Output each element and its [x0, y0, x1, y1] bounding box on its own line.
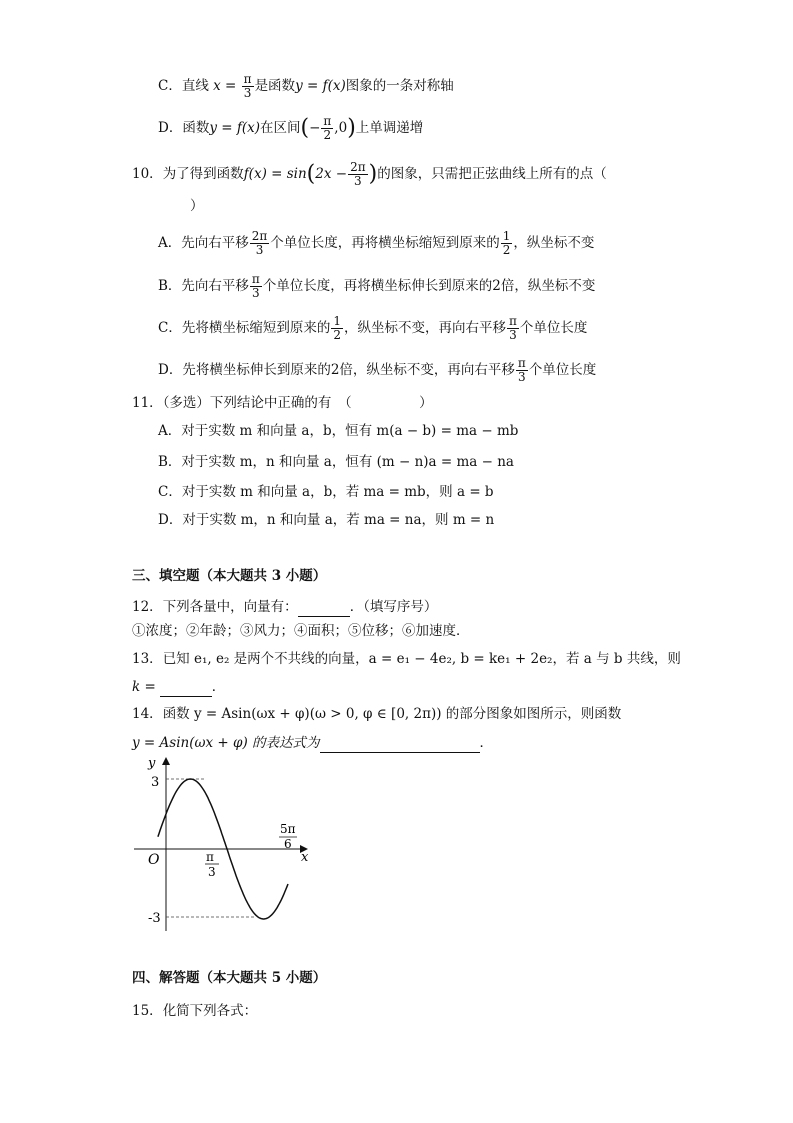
- answer-blank: [298, 602, 350, 617]
- answer-blank: [320, 738, 480, 753]
- section-3-heading: 三、填空题（本大题共 3 小题）: [132, 568, 327, 584]
- q14-answer-line: y = Asin(ωx + φ) 的表达式为 ．: [132, 735, 494, 751]
- sine-graph: [128, 755, 328, 940]
- q13-stem: 13．已知 e₁, e₂ 是两个不共线的向量，a = e₁ − 4e₂, b = ke₁ + 2e₂，若 a 与 b 共线，则: [132, 651, 681, 667]
- q9-option-c: C．直线 x = $\frac{\pi}{3}$ 是函数y = f(x)图象的一条对称轴: [158, 72, 454, 100]
- q12-items: ①浓度；②年龄；③风力；④面积；⑤位移；⑥加速度．: [132, 623, 470, 639]
- q11-option-c: C．对于实数 m 和向量 a，b，若 ma = mb，则 a = b: [158, 484, 494, 500]
- y-axis-label: y: [148, 756, 156, 771]
- answer-blank: [160, 682, 212, 697]
- q15-stem: 15．化简下列各式：: [132, 1003, 258, 1019]
- q11-option-a: A．对于实数 m 和向量 a，b，恒有 m(a − b) = ma − mb: [158, 423, 519, 439]
- q12-stem: 12．下列各量中，向量有： ．（填写序号）: [132, 599, 438, 615]
- q10-option-a: A．先向右平移 $\frac{2\pi}{3}$ 个单位长度，再将横坐标缩短到原来的 $\frac{1}{2}$ ，纵坐标不变: [158, 229, 595, 257]
- y-tick-min: -3: [148, 911, 161, 926]
- q10-option-c: C．先将横坐标缩短到原来的 $\frac{1}{2}$ ，纵坐标不变，再向右平移 $\frac{\pi}{3}$ 个单位长度: [158, 314, 588, 342]
- fraction: $\frac{\pi}{3}$: [243, 72, 252, 100]
- q11-option-d: D．对于实数 m，n 和向量 a，若 ma = na，则 m = n: [158, 512, 495, 528]
- q13-answer-line: k = ．: [132, 679, 226, 695]
- q11-option-b: B．对于实数 m，n 和向量 a，恒有 (m − n)a = ma − na: [158, 454, 514, 470]
- y-tick-max: 3: [151, 775, 160, 790]
- q10-answer-paren: ）: [190, 198, 204, 214]
- fraction: $\frac{\pi}{3}$: [508, 314, 517, 342]
- x-axis-label: x: [301, 850, 309, 865]
- fraction: $\frac{\pi}{3}$: [251, 272, 260, 300]
- origin-label: O: [148, 852, 160, 868]
- q10-option-b: B．先向右平移 $\frac{\pi}{3}$ 个单位长度，再将横坐标伸长到原来的2倍，纵坐标不变: [158, 272, 596, 300]
- q10-stem: 10．为了得到函数f(x) = sin(2x − $\frac{2\pi}{3}$ )的图象，只需把正弦曲线上所有的点（: [132, 160, 607, 188]
- fraction: $\frac{\pi}{3}$: [517, 356, 526, 384]
- fraction: $\frac{1}{2}$: [502, 229, 511, 257]
- x-tick-5pi6-num: 5π: [280, 822, 296, 836]
- q10-option-d: D．先将横坐标伸长到原来的2倍，纵坐标不变，再向右平移 $\frac{\pi}{3}$ 个单位长度: [158, 356, 597, 384]
- x-tick-pi3-den: 3: [208, 865, 216, 879]
- fraction: $\frac{2\pi}{3}$: [251, 229, 268, 257]
- fraction: $\frac{2\pi}{3}$: [350, 160, 366, 188]
- q11-stem: 11．（多选）下列结论中正确的有 （ ）: [132, 395, 433, 411]
- q14-stem: 14．函数 y = Asin(ωx + φ)(ω > 0, φ ∈ [0, 2π)) 的部分图象如图所示，则函数: [132, 706, 622, 722]
- fraction: $\frac{1}{2}$: [333, 314, 341, 342]
- section-4-heading: 四、解答题（本大题共 5 小题）: [132, 970, 327, 986]
- x-tick-pi3-num: π: [206, 850, 214, 864]
- option-letter: C．: [158, 78, 182, 94]
- fraction: $\frac{\pi}{2}$: [323, 114, 332, 142]
- x-tick-5pi6-den: 6: [284, 837, 292, 851]
- q9-option-d: D．函数y = f(x)在区间(− $\frac{\pi}{2}$ ,0)上单调递增: [158, 114, 424, 142]
